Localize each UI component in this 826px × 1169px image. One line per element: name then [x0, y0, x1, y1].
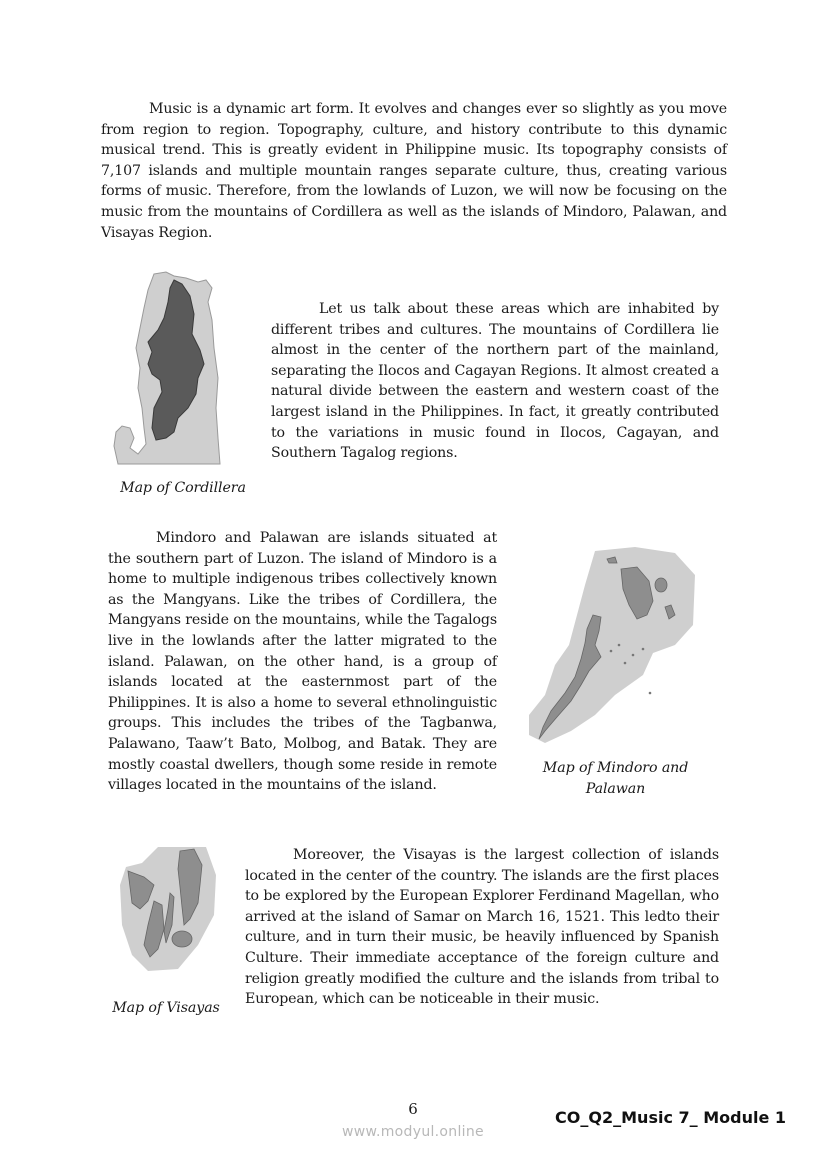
mindoro-palawan-caption: Map of Mindoro and Palawan	[542, 760, 689, 797]
cordillera-caption: Map of Cordillera	[120, 480, 246, 496]
module-label: CO_Q2_Music 7_ Module 1	[555, 1108, 786, 1127]
mindoro-palawan-paragraph	[108, 528, 497, 796]
mindoro-palawan-map	[525, 545, 700, 750]
intro-paragraph	[101, 99, 727, 243]
cordillera-paragraph	[271, 299, 719, 464]
cordillera-text: Let us talk about these areas which are inhabited by different tribes and cultures. The mountains of Cordillera lie almost in the center of the northern part of the mainland, separating the Ilocos and Cagayan Regions. It almost created a natural divide between the eastern and western coast of the largest island in the Philippines. In fact, it greatly contributed to the variations in music found in Ilocos, Cagayan, and Southern Tagalog regions.	[271, 301, 719, 462]
visayas-text: Moreover, the Visayas is the largest collection of islands located in the center of the country. The islands are the first places to be explored by the European Explorer Ferdinand Magellan, who arrived at the island of Samar on March 16, 1521. This ledto their culture, and in turn their music, be heavily influenced by Spanish Culture. Their immediate acceptance of the foreign culture and religion greatly modified the culture and the islands from tribal to European, which can be noticeable in their music.	[245, 847, 719, 1008]
page-number: 6	[408, 1100, 418, 1118]
visayas-caption: Map of Visayas	[112, 1000, 220, 1016]
bohol-island	[172, 931, 192, 947]
intro-text: Music is a dynamic art form. It evolves and changes ever so slightly as you move from region to region. Topography, culture, and history contribute to this dynamic musical trend. This is greatly evident in Philippine music. Its topography consists of 7,107 islands and multiple mountain ranges separate culture, thus, creating various forms of music. Therefore, from the lowlands of Luzon, we will now be focusing on the music from the mountains of Cordillera as well as the islands of Mindoro, Palawan, and Visayas Region.	[101, 101, 727, 241]
marinduque-island	[655, 578, 667, 592]
visayas-map	[118, 845, 218, 973]
watermark: www.modyul.online	[342, 1124, 484, 1140]
visayas-paragraph	[245, 845, 719, 1010]
cordillera-map	[108, 268, 228, 468]
mindoro-palawan-text: Mindoro and Palawan are islands situated at the southern part of Luzon. The island of Mindoro is a home to multiple indigenous tribes collectively known as the Mangyans. Like the tribes of Cordillera, the Mangyans reside on the mountains, while the Tagalogs live in the lowlands after the latter migrated to the island. Palawan, on the other hand, is a group of islands located at the easternmost part of the Philippines. It is also a home to several ethnolinguistic groups. This includes the tribes of the Tagbanwa, Palawano, Taaw’t Bato, Molbog, and Batak. They are mostly coastal dwellers, though some reside in remote villages located in the mountains of the island.	[108, 530, 497, 794]
